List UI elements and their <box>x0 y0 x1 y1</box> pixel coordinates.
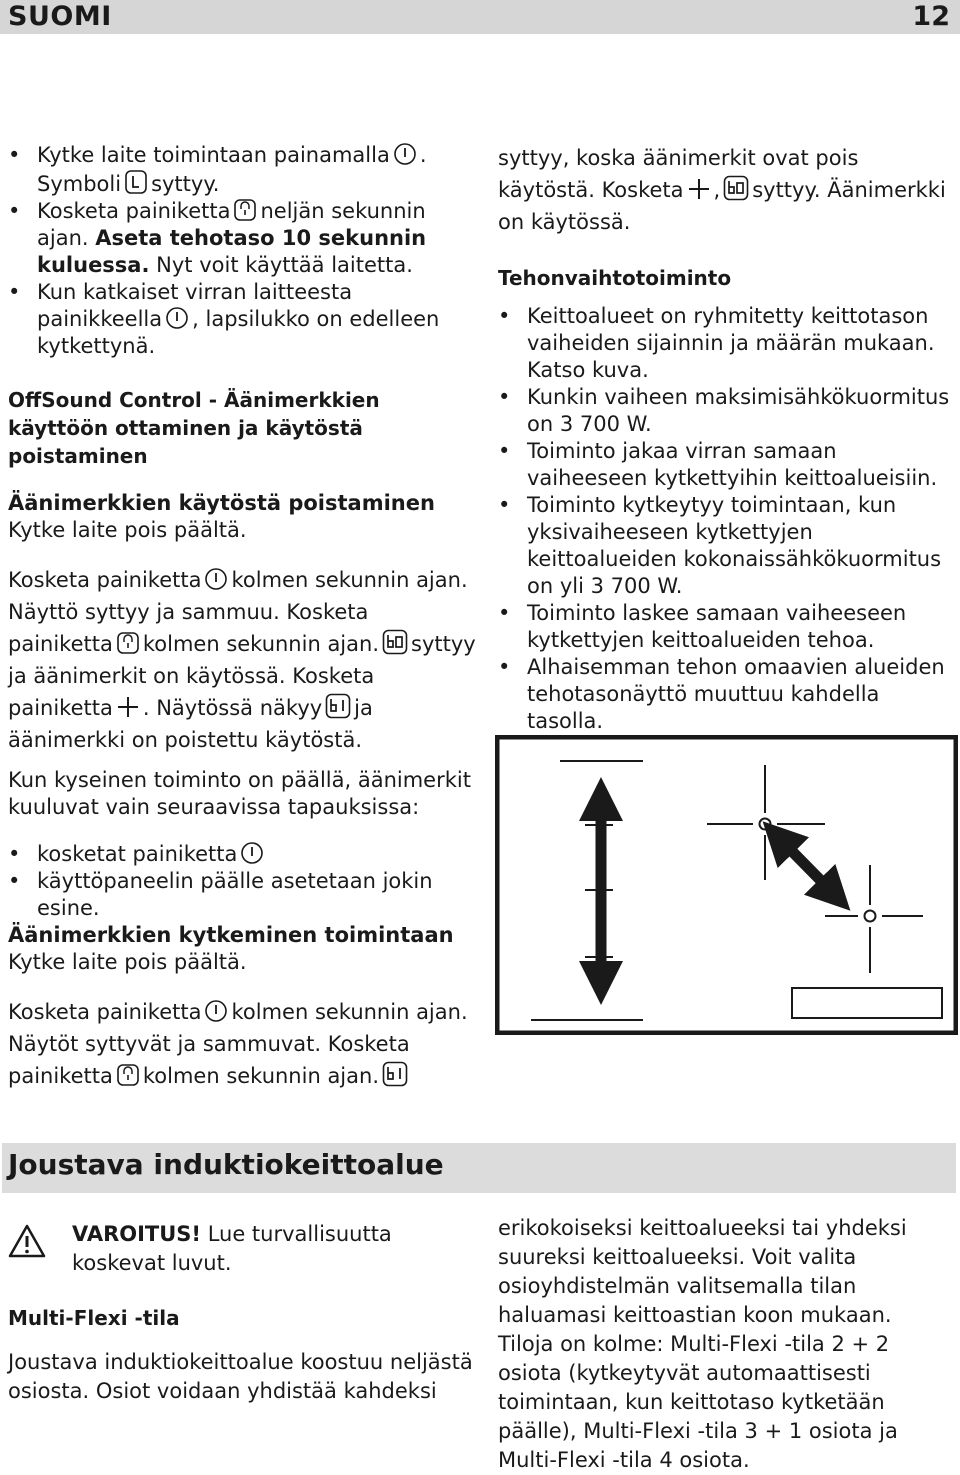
power-icon <box>165 306 189 330</box>
list-item: • Keittoalueet on ryhmitetty keittotason vaiheiden sijainnin ja määrän mukaan. Katso kuva. <box>498 303 953 384</box>
zone-center-marker <box>865 911 876 922</box>
display-b0-icon <box>382 629 408 655</box>
multiflexi-modes-text: erikokoiseksi keittoalueeksi tai yhdeksi suureksi keittoalueeksi. Voit valita osioyhdistelmän valitsemalla tilan haluamasi keittoastian koon mukaan. Tiloja on kolme: Multi-Flexi -tila 2 + 2 osiota (kytkeytyvät automaattisesti toimintaan, kun keittotaso kytketään päälle), Multi-Flexi -tila 3 + 1 osiota ja Multi-Flexi -tila 4 osiota. <box>498 1216 907 1472</box>
lock-button-icon <box>116 1063 140 1087</box>
list-item: • Toiminto kytkeytyy toimintaan, kun yksivaiheeseen kytkettyjen keittoalueiden kokonaissähkökuormitus on yli 3 700 W. <box>498 492 953 600</box>
power-management-heading: Tehonvaihtotoiminto <box>498 266 732 290</box>
list-item: • Kytke laite toimintaan painamalla . Symboli syttyy. <box>8 142 478 198</box>
page-number: 12 <box>912 1 950 32</box>
display-b1-icon <box>325 693 351 719</box>
list-item: • Kunkin vaiheen maksimisähkökuormitus on 3 700 W. <box>498 384 953 438</box>
warning-block <box>8 1220 478 1406</box>
list-item: • Toiminto jakaa virran samaan vaiheeseen kytkettyihin keittoalueisiin. <box>498 438 953 492</box>
section-title-bar <box>2 1143 956 1193</box>
multiflexi-continued <box>498 1214 953 1475</box>
enable-step-3: syttyy, koska äänimerkit ovat pois käytöstä. Kosketa , syttyy. Äänimerkki on käytössä. <box>498 146 946 234</box>
right-column <box>498 142 953 735</box>
list-item: • Toiminto laskee samaan vaiheeseen kytkettyjen keittoalueiden tehoa. <box>498 600 953 654</box>
disable-note: Kun kyseinen toiminto on päällä, äänimerkit kuuluvat vain seuraavissa tapauksissa: <box>8 768 471 819</box>
plus-icon <box>687 177 711 201</box>
plus-icon <box>116 695 140 719</box>
power-icon <box>393 142 417 166</box>
enable-heading: Äänimerkkien kytkeminen toimintaan <box>8 923 454 947</box>
sound-exception-bullets <box>8 841 478 922</box>
power-management-bullets <box>498 303 953 735</box>
list-item: • Kun katkaiset virran laitteesta painikkeella , lapsilukko on edelleen kytkettynä. <box>8 279 478 360</box>
language-label: SUOMI <box>8 1 112 32</box>
display-b1-icon <box>382 1061 408 1087</box>
left-column <box>8 142 478 1092</box>
power-icon <box>240 841 264 865</box>
disable-step-1: Kytke laite pois päältä. <box>8 518 247 542</box>
list-item: • kosketat painiketta <box>8 841 478 868</box>
page-header <box>0 0 960 34</box>
list-item: • Kosketa painiketta neljän sekunnin ajan. Aseta tehotaso 10 sekunnin kuluessa. Nyt voit käyttää laitetta. <box>8 198 478 279</box>
offsound-heading: OffSound Control - Äänimerkkien käyttöön ottaminen ja käytöstä poistaminen <box>8 388 380 468</box>
zone-center-marker <box>760 819 771 830</box>
startup-bullets <box>8 142 478 360</box>
list-item: • käyttöpaneelin päälle asetetaan jokin esine. <box>8 868 478 922</box>
enable-step-1: Kytke laite pois päältä. <box>8 950 247 974</box>
disable-heading: Äänimerkkien käytöstä poistaminen <box>8 491 435 515</box>
multiflexi-heading: Multi-Flexi -tila <box>8 1306 180 1330</box>
lock-button-icon <box>116 631 140 655</box>
control-panel <box>792 988 942 1018</box>
warning-icon <box>8 1224 46 1262</box>
power-icon <box>204 999 228 1023</box>
warning-text: VAROITUS! Lue turvallisuutta koskevat luvut. <box>72 1222 392 1275</box>
display-b0-icon <box>723 175 749 201</box>
power-icon <box>204 567 228 591</box>
multiflexi-intro: Joustava induktiokeittoalue koostuu neljästä osiosta. Osiot voidaan yhdistää kahdeksi <box>8 1350 473 1403</box>
lock-button-icon <box>233 198 257 222</box>
disable-step-2: Kosketa painiketta kolmen sekunnin ajan. Näyttö syttyy ja sammuu. Kosketa painiketta kolmen sekunnin ajan. syttyy ja äänimerkit on käytössä. Kosketa painiketta . Näytössä näkyy ja äänimerkki on poistettu käytöstä. <box>8 568 476 752</box>
list-item: • Alhaisemman tehon omaavien alueiden tehotasonäyttö muuttuu kahdella tasolla. <box>498 654 953 735</box>
zone-arrow-diagonal <box>778 837 835 895</box>
cooking-zone-diagram <box>495 735 958 1035</box>
enable-step-2: Kosketa painiketta kolmen sekunnin ajan. Näytöt syttyvät ja sammuvat. Kosketa painiketta kolmen sekunnin ajan. <box>8 1000 468 1088</box>
section-title: Joustava induktiokeittoalue <box>8 1148 444 1181</box>
lock-symbol-icon <box>124 169 148 195</box>
